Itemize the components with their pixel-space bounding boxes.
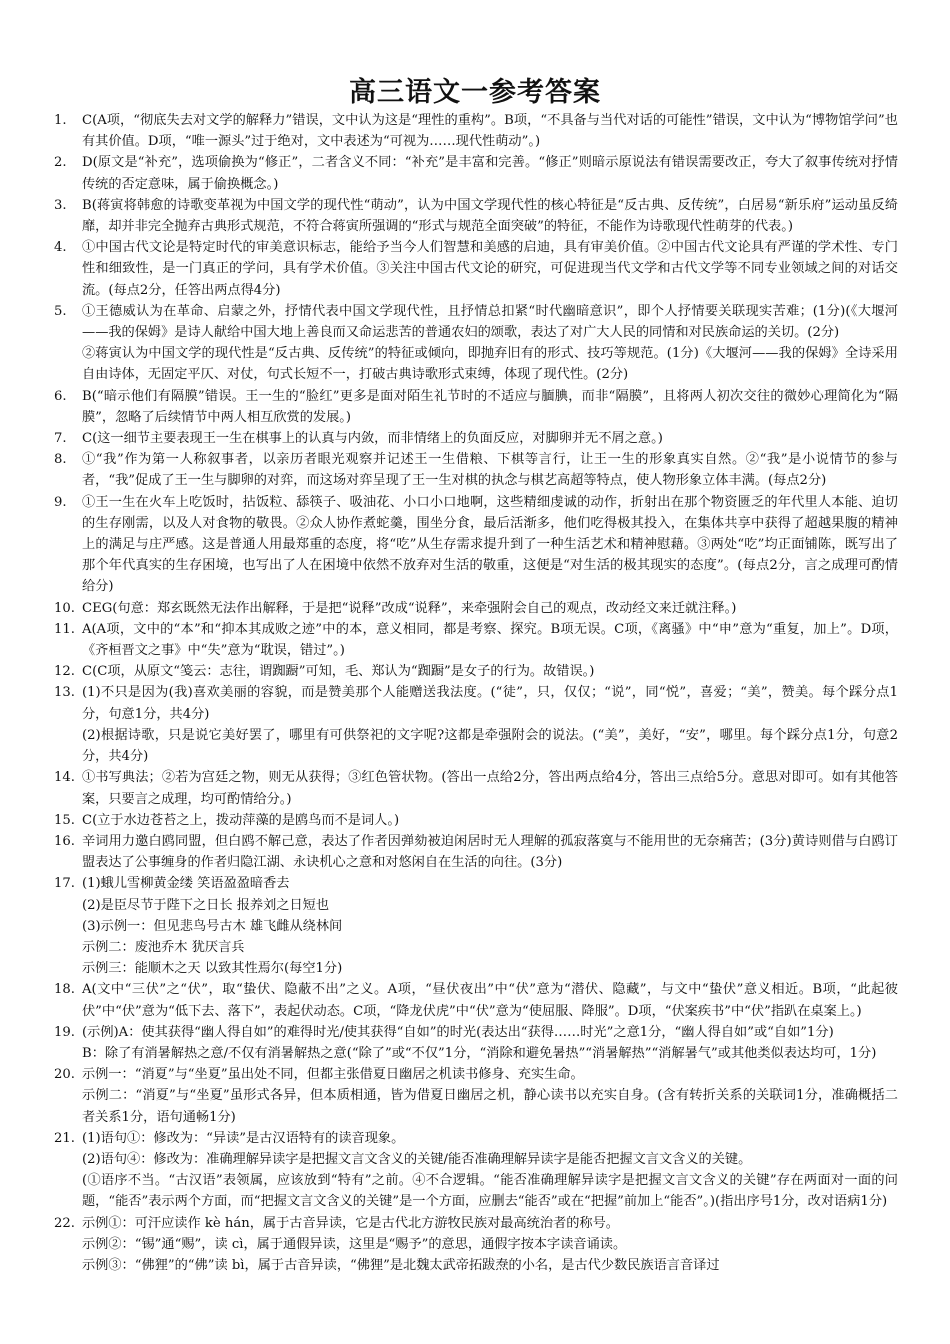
answer-item (0, 152, 950, 194)
answer-text: 示例一：“消夏”与“坐夏”虽出处不同，但都主张借夏日幽居之机读书修身、充实生命。 (82, 1067, 584, 1083)
answer-number: 11. (54, 621, 75, 637)
answer-number: 17. (54, 876, 75, 892)
answer-item (0, 386, 950, 428)
answer-item (0, 195, 950, 237)
answer-number: 19. (54, 1024, 75, 1040)
answer-number: 3. (54, 197, 67, 213)
answer-text: CEG(句意：郑玄既然无法作出解释，于是把“说释”改成“说释”，来牵强附会自己的观点，改动经文来迁就注释。) (82, 600, 737, 616)
answer-text: 示例①：可汗应读作 kè hán，属于古音异读，它是古代北方游牧民族对最高统治者的称号。 (82, 1215, 619, 1231)
answer-text: (1)语句①：修改为：“异读”是古汉语特有的读音现象。 (82, 1130, 405, 1146)
answer-number: 10. (54, 600, 75, 616)
page-title: 高三语文一参考答案 (349, 77, 601, 108)
answer-number: 2. (54, 155, 67, 171)
answer-text: 示例③：“佛狸”的“佛”读 bì，属于古音异读，“佛狸”是北魏太武帝拓跋焘的小名，是古代少数民族语言音译过 (82, 1257, 720, 1273)
answer-item (0, 831, 950, 873)
answer-item (0, 682, 950, 767)
answer-list (0, 110, 950, 1276)
answer-item (0, 237, 950, 301)
answer-item (0, 873, 950, 979)
answer-number: 7. (54, 431, 67, 447)
answer-text: ①王一生在火车上吃饭时，拈饭粒、舔筷子、吸油花、小口小口地啊，这些精细虔诚的动作，折射出在那个物资匮乏的年代里人本能、迫切的生存刚需，以及人对食物的敬畏。②众人协作煮蛇羹，围坐分食，最后活渐多，他们吃得极其投入，在集体共享中获得了超越果腹的精神上的满足与庄严感。这是普通人用最郑重的态度，将“吃”从生存需求提升到了一种生活艺术和精神慰藉。③两处“吃”均正面铺陈，既写出了那个年代真实的生存困境，也写出了人在困境中依然不放弃对生活的敬重，这便是“对生活的极其现实的态度”。(每点2分，言之成理可酌情给分) (82, 494, 898, 595)
answer-number: 20. (54, 1067, 75, 1083)
answer-item (0, 661, 950, 682)
answer-item (0, 1128, 950, 1213)
answer-number: 1. (54, 113, 67, 128)
answer-text: A(A项，文中的“本”和“抑本其成败之迹”中的本，意义相同，都是考察、探究。B项无误。C项，《离骚》中“申”意为“重复，加上”。D项，《齐桓晋文之事》中“失”意为“耽误，错过”。) (82, 621, 898, 659)
answer-number: 4. (54, 240, 67, 256)
answer-number: 21. (54, 1130, 75, 1146)
answer-text: 辛词用力邀白鸥同盟，但白鸥不解己意，表达了作者因弹劾被迫闲居时无人理解的孤寂落寞与不能用世的无奈痛苦；(3分)黄诗则借与白鸥订盟表达了公事缠身的作者归隐江湖、永诀机心之意和对悠闲自在生活的向往。(3分) (82, 833, 898, 871)
answer-text: (①语序不当。“古汉语”表领属，应该放到“特有”之前。④不合逻辑。“能否准确理解异读字是把握文言文含义的关键”存在两面对一面的问题，“能否”表示两个方面，而“把握文言文含义的关键”是一个方面，应删去“能否”或在“把握”前加上“能否”。)(指出序号1分，改对语病1分) (82, 1173, 898, 1210)
answer-text: C(立于水边苍苔之上，拨动萍藻的是鸥鸟而不是词人。) (82, 812, 400, 828)
answer-item (0, 810, 950, 831)
answer-text: B：除了有消暑解热之意/不仅有消暑解热之意(“除了”或“不仅”1分，“消除和避免暑热”“消暑解热”“消解暑气”或其他类似表达均可，1分) (82, 1045, 877, 1061)
answer-number: 18. (54, 982, 75, 998)
answer-item (0, 598, 950, 619)
answer-item (0, 492, 950, 598)
answer-text: C(C项，从原文“笺云：志往，谓踟蹰”可知，毛、郑认为“踟蹰”是女子的行为。故错误。) (82, 664, 595, 680)
answer-number: 22. (54, 1215, 75, 1231)
answer-number: 8. (54, 452, 67, 468)
answer-text: ①中国古代文论是特定时代的审美意识标志，能给予当今人们智慧和美感的启迪，具有审美价值。②中国古代文论具有严谨的学术性、专门性和细致性，是一门真正的学问，具有学术价值。③关注中国古代文论的研究，可促进现当代文学和古代文学等不同专业领域之间的对话交流。(每点2分，任答出两点得4分) (82, 240, 898, 298)
answer-text: ①王德威认为在革命、启蒙之外，抒情代表中国文学现代性，且抒情总扣紧“时代幽暗意识”，即个人抒情要关联现实苦难；(1分)(《大堰河——我的保姆》是诗人献给中国大地上善良而又命运悲苦的普通农妇的颂歌，表达了对广大人民的同情和对民族命运的关切。(2分) (82, 303, 898, 341)
answer-text: (3)示例一：但见悲鸟号古木 雄飞雌从绕林间 (82, 918, 343, 934)
answer-number: 5. (54, 303, 67, 319)
answer-number: 6. (54, 388, 67, 404)
answer-text: ①“我”作为第一人称叙事者，以亲历者眼光观察并记述王一生借粮、下棋等言行，让王一生的形象真实自然。②“我”是小说情节的参与者，“我”促成了王一生与脚卵的对弈，而这场对弈呈现了王一生对棋的执念与棋艺高超等特点，使人物形象立体丰满。(每点2分) (82, 452, 898, 489)
answer-text: (1)蛾儿雪柳黄金缕 笑语盈盈暗香去 (82, 876, 290, 892)
answer-item (0, 619, 950, 661)
answer-item (0, 301, 950, 386)
answer-item (0, 428, 950, 449)
answer-item (0, 767, 950, 809)
answer-item (0, 1064, 950, 1128)
answer-text: (示例)A：使其获得“幽人得自如”的难得时光/使其获得“自如”的时光(表达出“获得……时光”之意1分，“幽人得自如”或“自如”1分) (82, 1024, 834, 1040)
answer-text: 示例三：能顺木之天 以致其性焉尔(每空1分) (82, 961, 343, 977)
answer-number: 16. (54, 833, 75, 849)
answer-text: B(“暗示他们有隔膜”错误。王一生的“脸红”更多是面对陌生礼节时的不适应与腼腆，而非“隔膜”，且将两人初次交往的微妙心理简化为“隔膜”，忽略了后续情节中两人相互欣赏的发展。) (82, 388, 898, 425)
answer-text: 示例二：废池乔木 犹厌言兵 (82, 939, 245, 955)
answer-text: (2)根据诗歌，只是说它美好罢了，哪里有可供祭祀的文字呢?这都是牵强附会的说法。(“美”，美好，“安”，哪里。每个踩分点1分，句意2分，共4分) (82, 727, 898, 765)
answer-text: D(原文是“补充”，选项偷换为“修正”，二者含义不同：“补充”是丰富和完善。“修正”则暗示原说法有错误需要改正，夸大了叙事传统对抒情传统的否定意味，属于偷换概念。) (82, 155, 898, 192)
answer-number: 15. (54, 812, 75, 828)
answer-text: 示例②：“锡”通“赐”，读 cì，属于通假异读，这里是“赐予”的意思，通假字按本字读音诵读。 (82, 1236, 627, 1252)
answer-number: 9. (54, 494, 67, 510)
answer-number: 13. (54, 685, 75, 701)
answer-text: A(文中“三伏”之“伏”，取“蛰伏、隐蔽不出”之义。A项，“昼伏夜出”中“伏”意为“潜伏、隐藏”，与文中“蛰伏”意义相近。B项，“此起彼伏”中“伏”意为“低下去、落下”，表起伏动态。C项，“降龙伏虎”中“伏”意为“使屈服、降服”。D项，“伏案疾书”中“伏”指趴在桌案上。) (82, 982, 898, 1019)
answer-text: (1)不只是因为(我)喜欢美丽的容貌，而是赞美那个人能赠送我法度。(“徒”，只，仅仅；“说”，同“悦”，喜爱；“美”，赞美。每个踩分点1分，句意1分，共4分) (82, 685, 898, 722)
answer-text: ①书写典法；②若为宫廷之物，则无从获得；③红色管状物。(答出一点给2分，答出两点给4分，答出三点给5分。意思对即可。如有其他答案，只要言之成理，均可酌情给分。) (82, 770, 898, 807)
answer-text: 示例二：“消夏”与“坐夏”虽形式各异，但本质相通，皆为借夏日幽居之机，静心读书以充实自身。(含有转折关系的关联词1分，准确概括二者关系1分，语句通畅1分) (82, 1088, 898, 1125)
answer-text: C(这一细节主要表现王一生在棋事上的认真与内敛，而非情绪上的负面反应，对脚卵并无不屑之意。) (82, 431, 663, 447)
answer-text: (2)语句④：修改为：准确理解异读字是把握文言文含义的关键/能否准确理解异读字是能否把握文言文含义的关键。 (82, 1151, 752, 1167)
answer-number: 12. (54, 664, 75, 680)
answer-item (0, 449, 950, 491)
answer-number: 14. (54, 770, 75, 786)
answer-text: B(蒋寅将韩愈的诗歌变革视为中国文学的现代性“萌动”，认为中国文学现代性的核心特征是“反古典、反传统”，白居易“新乐府”运动虽反绮靡，却并非完全抛弃古典形式规范，不符合蒋寅所强调的“形式与规范全面突破”的特征，不能作为诗歌现代性萌芽的代表。) (82, 197, 898, 235)
answer-item (0, 110, 950, 152)
answer-text: C(A项，“彻底失去对文学的解释力”错误，文中认为这是“理性的重构”。B项，“不具备与当代对话的可能性”错误，文中认为“博物馆学问”也有其价值。D项，“唯一源头”过于绝对，文中表述为“可视为……现代性萌动”。) (82, 113, 898, 150)
answer-item (0, 979, 950, 1021)
answer-text: (2)是臣尽节于陛下之日长 报养刘之日短也 (82, 897, 330, 913)
answer-item (0, 1213, 950, 1277)
answer-item (0, 1022, 950, 1064)
answer-text: ②蒋寅认为中国文学的现代性是“反古典、反传统”的特征或倾向，即抛弃旧有的形式、技巧等规范。(1分)《大堰河——我的保姆》全诗采用自由诗体，无固定平仄、对仗，句式长短不一，打破古典诗歌形式束缚，体现了现代性。(2分) (82, 346, 898, 383)
